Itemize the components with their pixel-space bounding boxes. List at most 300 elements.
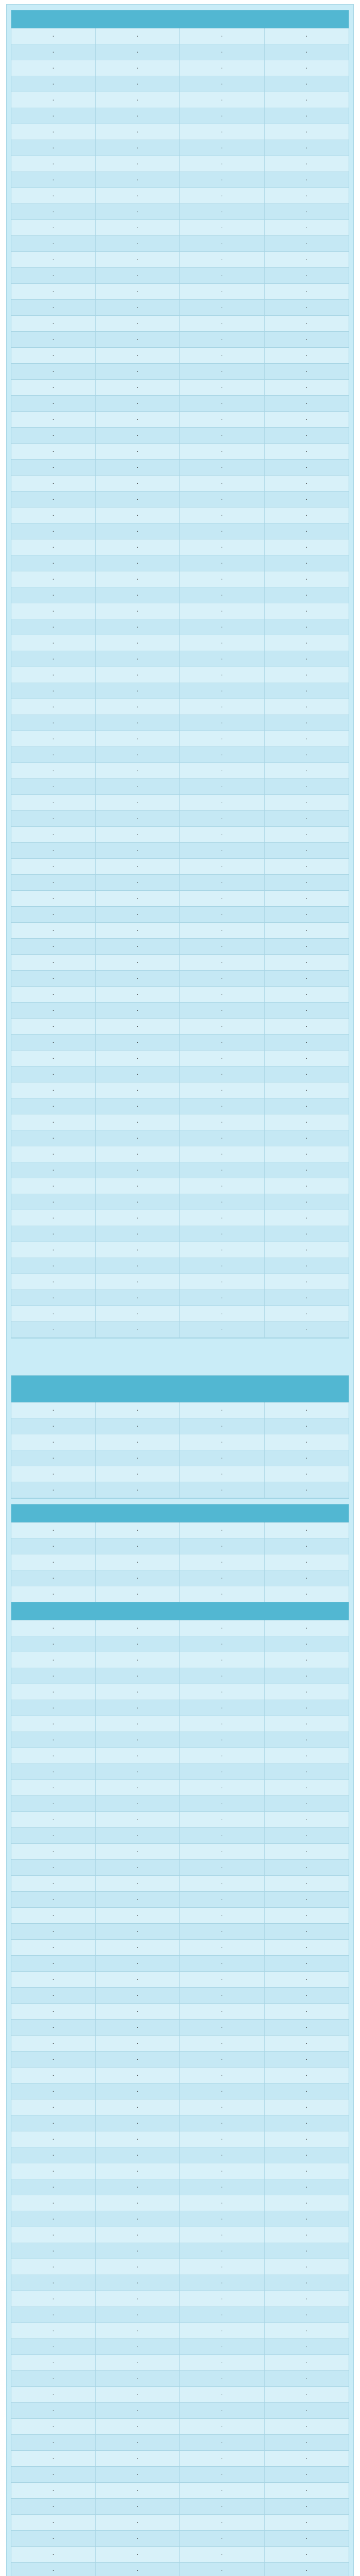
name-cell: ·: [265, 875, 349, 891]
name-cell: ·: [96, 1684, 181, 1700]
name-cell: ·: [265, 236, 349, 252]
name-cell: ·: [96, 1636, 181, 1652]
name-cell: ·: [11, 1586, 96, 1602]
name-cell: ·: [11, 987, 96, 1003]
name-cell: ·: [11, 875, 96, 891]
name-cell: ·: [180, 220, 265, 236]
name-cell: ·: [180, 268, 265, 284]
name-cell: ·: [180, 1554, 265, 1570]
name-cell: ·: [11, 2259, 96, 2275]
name-cell: ·: [11, 507, 96, 523]
name-cell: ·: [11, 2467, 96, 2483]
name-cell: ·: [180, 300, 265, 316]
name-cell: ·: [96, 1668, 181, 1684]
name-cell: ·: [180, 332, 265, 348]
name-cell: ·: [265, 2563, 349, 2576]
name-cell: ·: [180, 939, 265, 955]
name-cell: ·: [180, 188, 265, 204]
name-cell: ·: [11, 412, 96, 428]
name-cell: ·: [180, 156, 265, 172]
name-cell: ·: [96, 1210, 181, 1226]
name-cell: ·: [265, 44, 349, 60]
name-cell: ·: [96, 1748, 181, 1764]
name-cell: ·: [180, 316, 265, 332]
name-cell: ·: [96, 1876, 181, 1892]
name-cell: ·: [180, 795, 265, 811]
name-cell: ·: [265, 2131, 349, 2147]
name-cell: ·: [265, 2339, 349, 2355]
name-cell: ·: [180, 1940, 265, 1956]
name-cell: ·: [180, 2355, 265, 2371]
name-cell: ·: [180, 380, 265, 396]
name-cell: ·: [96, 1780, 181, 1796]
name-cell: ·: [11, 1700, 96, 1716]
name-cell: ·: [180, 428, 265, 444]
name-cell: ·: [265, 571, 349, 587]
name-cell: ·: [265, 1812, 349, 1828]
name-cell: ·: [11, 1210, 96, 1226]
name-cell: ·: [180, 779, 265, 795]
name-cell: ·: [96, 667, 181, 683]
name-cell: ·: [96, 1812, 181, 1828]
name-cell: ·: [11, 428, 96, 444]
name-cell: ·: [180, 1892, 265, 1908]
name-cell: ·: [180, 1050, 265, 1066]
name-cell: ·: [180, 172, 265, 188]
name-cell: ·: [265, 2435, 349, 2451]
name-cell: ·: [96, 44, 181, 60]
name-cell: ·: [96, 204, 181, 220]
page-frame: [6, 4, 354, 2576]
name-cell: ·: [11, 1003, 96, 1019]
name-cell: ·: [265, 1066, 349, 1082]
name-cell: ·: [96, 108, 181, 124]
name-cell: ·: [11, 140, 96, 156]
name-cell: ·: [265, 2163, 349, 2179]
name-cell: ·: [265, 1636, 349, 1652]
name-cell: ·: [11, 332, 96, 348]
name-cell: ·: [180, 1796, 265, 1812]
name-cell: ·: [180, 2259, 265, 2275]
name-cell: ·: [265, 28, 349, 44]
name-cell: ·: [96, 2259, 181, 2275]
name-cell: ·: [265, 2467, 349, 2483]
name-cell: ·: [180, 2499, 265, 2515]
name-cell: ·: [265, 252, 349, 268]
name-cell: ·: [11, 955, 96, 971]
name-cell: ·: [265, 140, 349, 156]
name-cell: ·: [180, 747, 265, 763]
name-cell: ·: [11, 1892, 96, 1908]
name-cell: ·: [96, 891, 181, 907]
name-cell: ·: [180, 1130, 265, 1146]
name-cell: ·: [265, 955, 349, 971]
name-cell: ·: [11, 2451, 96, 2467]
name-cell: ·: [265, 971, 349, 987]
name-cell: ·: [96, 907, 181, 923]
name-cell: ·: [180, 1764, 265, 1780]
name-cell: ·: [11, 2387, 96, 2403]
name-cell: ·: [180, 1522, 265, 1538]
name-cell: ·: [265, 1226, 349, 1242]
name-cell: ·: [265, 923, 349, 939]
name-cell: ·: [265, 1570, 349, 1586]
name-cell: ·: [265, 1003, 349, 1019]
name-cell: ·: [96, 140, 181, 156]
name-cell: ·: [180, 44, 265, 60]
name-cell: ·: [265, 1940, 349, 1956]
name-cell: ·: [180, 2323, 265, 2339]
name-cell: ·: [265, 1290, 349, 1306]
name-cell: ·: [265, 2307, 349, 2323]
name-cell: ·: [96, 2083, 181, 2099]
name-cell: ·: [11, 1684, 96, 1700]
name-cell: ·: [11, 1434, 96, 1450]
name-cell: ·: [11, 1258, 96, 1274]
name-cell: ·: [11, 92, 96, 108]
section-advanced-list: [11, 1504, 349, 1603]
name-cell: ·: [96, 1226, 181, 1242]
name-cell: ·: [96, 396, 181, 412]
name-cell: ·: [265, 2387, 349, 2403]
name-cell: ·: [96, 76, 181, 92]
name-cell: ·: [11, 571, 96, 587]
name-cell: ·: [96, 2435, 181, 2451]
name-cell: ·: [11, 1306, 96, 1322]
name-cell: ·: [180, 923, 265, 939]
name-cell: ·: [11, 1162, 96, 1178]
name-cell: ·: [180, 1242, 265, 1258]
name-cell: ·: [96, 651, 181, 667]
name-cell: ·: [265, 587, 349, 603]
name-cell: ·: [265, 2291, 349, 2307]
name-cell: ·: [180, 1322, 265, 1338]
name-cell: ·: [96, 492, 181, 507]
name-cell: ·: [180, 1652, 265, 1668]
name-cell: ·: [11, 156, 96, 172]
name-cell: ·: [180, 1066, 265, 1082]
name-cell: ·: [265, 220, 349, 236]
name-cell: ·: [96, 236, 181, 252]
name-cell: ·: [11, 1066, 96, 1082]
name-cell: ·: [265, 380, 349, 396]
name-cell: ·: [96, 1242, 181, 1258]
name-cell: ·: [265, 2499, 349, 2515]
name-cell: ·: [265, 268, 349, 284]
section-title: [11, 1504, 349, 1522]
name-cell: ·: [11, 348, 96, 364]
section-title: [11, 1376, 349, 1402]
name-cell: ·: [265, 2004, 349, 2020]
name-cell: ·: [265, 2083, 349, 2099]
name-cell: ·: [11, 188, 96, 204]
name-cell: ·: [96, 2067, 181, 2083]
name-grid: [11, 1620, 349, 2576]
name-cell: ·: [180, 76, 265, 92]
name-cell: ·: [96, 523, 181, 539]
name-cell: ·: [265, 1482, 349, 1498]
name-cell: ·: [265, 779, 349, 795]
name-cell: ·: [265, 2020, 349, 2036]
name-cell: ·: [265, 92, 349, 108]
name-cell: ·: [180, 1258, 265, 1274]
name-cell: ·: [96, 2451, 181, 2467]
name-cell: ·: [265, 2371, 349, 2387]
name-cell: ·: [11, 1988, 96, 2004]
name-cell: ·: [265, 156, 349, 172]
name-cell: ·: [180, 683, 265, 699]
name-cell: ·: [96, 1050, 181, 1066]
name-cell: ·: [180, 731, 265, 747]
name-cell: ·: [96, 156, 181, 172]
name-cell: ·: [265, 747, 349, 763]
name-cell: ·: [96, 2403, 181, 2419]
name-cell: ·: [265, 2483, 349, 2499]
name-cell: ·: [265, 1035, 349, 1050]
name-cell: ·: [96, 635, 181, 651]
name-cell: ·: [11, 843, 96, 859]
name-cell: ·: [180, 1450, 265, 1466]
name-cell: ·: [96, 1130, 181, 1146]
name-cell: ·: [265, 1684, 349, 1700]
name-cell: ·: [96, 971, 181, 987]
name-cell: ·: [96, 2371, 181, 2387]
name-cell: ·: [265, 204, 349, 220]
name-cell: ·: [11, 651, 96, 667]
name-cell: ·: [11, 763, 96, 779]
name-cell: ·: [265, 987, 349, 1003]
name-cell: ·: [265, 1844, 349, 1860]
name-cell: ·: [265, 1114, 349, 1130]
name-cell: ·: [180, 2163, 265, 2179]
name-cell: ·: [11, 2131, 96, 2147]
name-cell: ·: [96, 603, 181, 619]
name-cell: ·: [96, 2004, 181, 2020]
name-cell: ·: [265, 332, 349, 348]
name-cell: ·: [96, 476, 181, 492]
name-cell: ·: [11, 2403, 96, 2419]
name-cell: ·: [11, 2531, 96, 2547]
name-cell: ·: [265, 172, 349, 188]
name-cell: ·: [265, 1194, 349, 1210]
name-cell: ·: [11, 1908, 96, 1924]
name-cell: ·: [96, 1290, 181, 1306]
name-cell: ·: [11, 1178, 96, 1194]
name-cell: ·: [11, 252, 96, 268]
name-cell: ·: [96, 2339, 181, 2355]
name-cell: ·: [180, 2211, 265, 2227]
name-cell: ·: [265, 811, 349, 827]
name-cell: ·: [11, 619, 96, 635]
section-county-list: [11, 1602, 349, 2576]
name-cell: ·: [11, 2211, 96, 2227]
name-cell: ·: [11, 124, 96, 140]
name-cell: ·: [180, 667, 265, 683]
name-cell: ·: [11, 1466, 96, 1482]
name-cell: ·: [265, 444, 349, 460]
name-cell: ·: [11, 667, 96, 683]
name-cell: ·: [180, 827, 265, 843]
name-cell: ·: [11, 1796, 96, 1812]
name-cell: ·: [96, 2195, 181, 2211]
name-cell: ·: [180, 587, 265, 603]
name-cell: ·: [180, 1146, 265, 1162]
name-cell: ·: [265, 460, 349, 476]
name-cell: ·: [180, 971, 265, 987]
name-cell: ·: [11, 476, 96, 492]
name-cell: ·: [96, 1178, 181, 1194]
name-cell: ·: [265, 1130, 349, 1146]
name-cell: ·: [96, 699, 181, 715]
name-cell: ·: [96, 1972, 181, 1988]
name-cell: ·: [265, 619, 349, 635]
name-cell: ·: [96, 1162, 181, 1178]
name-cell: ·: [96, 124, 181, 140]
name-cell: ·: [180, 2403, 265, 2419]
name-cell: ·: [11, 1146, 96, 1162]
name-cell: ·: [180, 2099, 265, 2115]
name-cell: ·: [96, 1716, 181, 1732]
name-cell: ·: [265, 939, 349, 955]
name-cell: ·: [265, 2067, 349, 2083]
name-cell: ·: [11, 1226, 96, 1242]
section-school-list: [11, 1375, 349, 1499]
name-cell: ·: [11, 1876, 96, 1892]
name-cell: ·: [180, 1162, 265, 1178]
name-cell: ·: [96, 2099, 181, 2115]
name-cell: ·: [96, 1988, 181, 2004]
name-cell: ·: [265, 1019, 349, 1035]
name-cell: ·: [180, 1748, 265, 1764]
name-cell: ·: [265, 1162, 349, 1178]
name-cell: ·: [180, 1194, 265, 1210]
name-cell: ·: [180, 1114, 265, 1130]
name-cell: ·: [265, 1274, 349, 1290]
name-cell: ·: [11, 444, 96, 460]
name-cell: ·: [265, 651, 349, 667]
name-cell: ·: [265, 699, 349, 715]
name-cell: ·: [180, 412, 265, 428]
name-cell: ·: [96, 619, 181, 635]
name-cell: ·: [180, 1636, 265, 1652]
name-cell: ·: [265, 523, 349, 539]
name-cell: ·: [96, 1402, 181, 1418]
name-cell: ·: [265, 539, 349, 555]
name-cell: ·: [96, 172, 181, 188]
name-cell: ·: [11, 1554, 96, 1570]
name-cell: ·: [11, 1844, 96, 1860]
name-cell: ·: [180, 2339, 265, 2355]
name-cell: ·: [265, 1210, 349, 1226]
name-cell: ·: [180, 507, 265, 523]
name-cell: ·: [180, 2227, 265, 2243]
name-cell: ·: [11, 587, 96, 603]
name-cell: ·: [265, 603, 349, 619]
name-cell: ·: [11, 1620, 96, 1636]
name-cell: ·: [96, 1796, 181, 1812]
name-cell: ·: [96, 1764, 181, 1780]
name-cell: ·: [96, 1082, 181, 1098]
name-cell: ·: [11, 1972, 96, 1988]
name-cell: ·: [180, 1860, 265, 1876]
name-cell: ·: [265, 2547, 349, 2563]
name-cell: ·: [180, 1908, 265, 1924]
name-cell: ·: [96, 555, 181, 571]
name-cell: ·: [96, 763, 181, 779]
name-cell: ·: [180, 2515, 265, 2531]
name-cell: ·: [265, 1796, 349, 1812]
name-cell: ·: [11, 300, 96, 316]
name-cell: ·: [11, 747, 96, 763]
name-cell: ·: [11, 284, 96, 300]
name-cell: ·: [11, 1035, 96, 1050]
name-cell: ·: [11, 1764, 96, 1780]
name-cell: ·: [180, 1844, 265, 1860]
name-cell: ·: [180, 2291, 265, 2307]
name-cell: ·: [96, 1450, 181, 1466]
name-cell: ·: [96, 2147, 181, 2163]
name-cell: ·: [96, 2307, 181, 2323]
name-cell: ·: [96, 1322, 181, 1338]
name-cell: ·: [11, 1570, 96, 1586]
name-cell: ·: [180, 1178, 265, 1194]
name-cell: ·: [180, 891, 265, 907]
name-cell: ·: [96, 1114, 181, 1130]
name-cell: ·: [180, 1274, 265, 1290]
name-cell: ·: [180, 2195, 265, 2211]
section-title: [11, 1602, 349, 1620]
name-cell: ·: [180, 2563, 265, 2576]
name-cell: ·: [96, 2115, 181, 2131]
name-cell: ·: [180, 140, 265, 156]
name-cell: ·: [11, 1114, 96, 1130]
name-cell: ·: [265, 763, 349, 779]
name-cell: ·: [96, 28, 181, 44]
name-cell: ·: [11, 316, 96, 332]
name-cell: ·: [11, 1242, 96, 1258]
name-cell: ·: [96, 2323, 181, 2339]
name-cell: ·: [265, 1780, 349, 1796]
name-cell: ·: [96, 1522, 181, 1538]
name-cell: ·: [11, 2036, 96, 2052]
name-cell: ·: [96, 2531, 181, 2547]
name-cell: ·: [11, 1748, 96, 1764]
name-cell: ·: [180, 2115, 265, 2131]
name-cell: ·: [265, 300, 349, 316]
name-cell: ·: [11, 2052, 96, 2067]
name-cell: ·: [180, 1812, 265, 1828]
name-cell: ·: [11, 2499, 96, 2515]
name-cell: ·: [11, 1418, 96, 1434]
name-cell: ·: [180, 523, 265, 539]
name-cell: ·: [265, 1554, 349, 1570]
name-cell: ·: [11, 1538, 96, 1554]
name-cell: ·: [265, 843, 349, 859]
name-cell: ·: [265, 1402, 349, 1418]
name-cell: ·: [265, 2179, 349, 2195]
name-cell: ·: [11, 2243, 96, 2259]
name-cell: ·: [180, 555, 265, 571]
name-cell: ·: [180, 1003, 265, 1019]
name-cell: ·: [11, 2291, 96, 2307]
name-cell: ·: [265, 1972, 349, 1988]
name-cell: ·: [11, 1860, 96, 1876]
name-cell: ·: [180, 763, 265, 779]
name-cell: ·: [11, 715, 96, 731]
name-cell: ·: [180, 444, 265, 460]
name-cell: ·: [11, 1812, 96, 1828]
name-cell: ·: [265, 1242, 349, 1258]
